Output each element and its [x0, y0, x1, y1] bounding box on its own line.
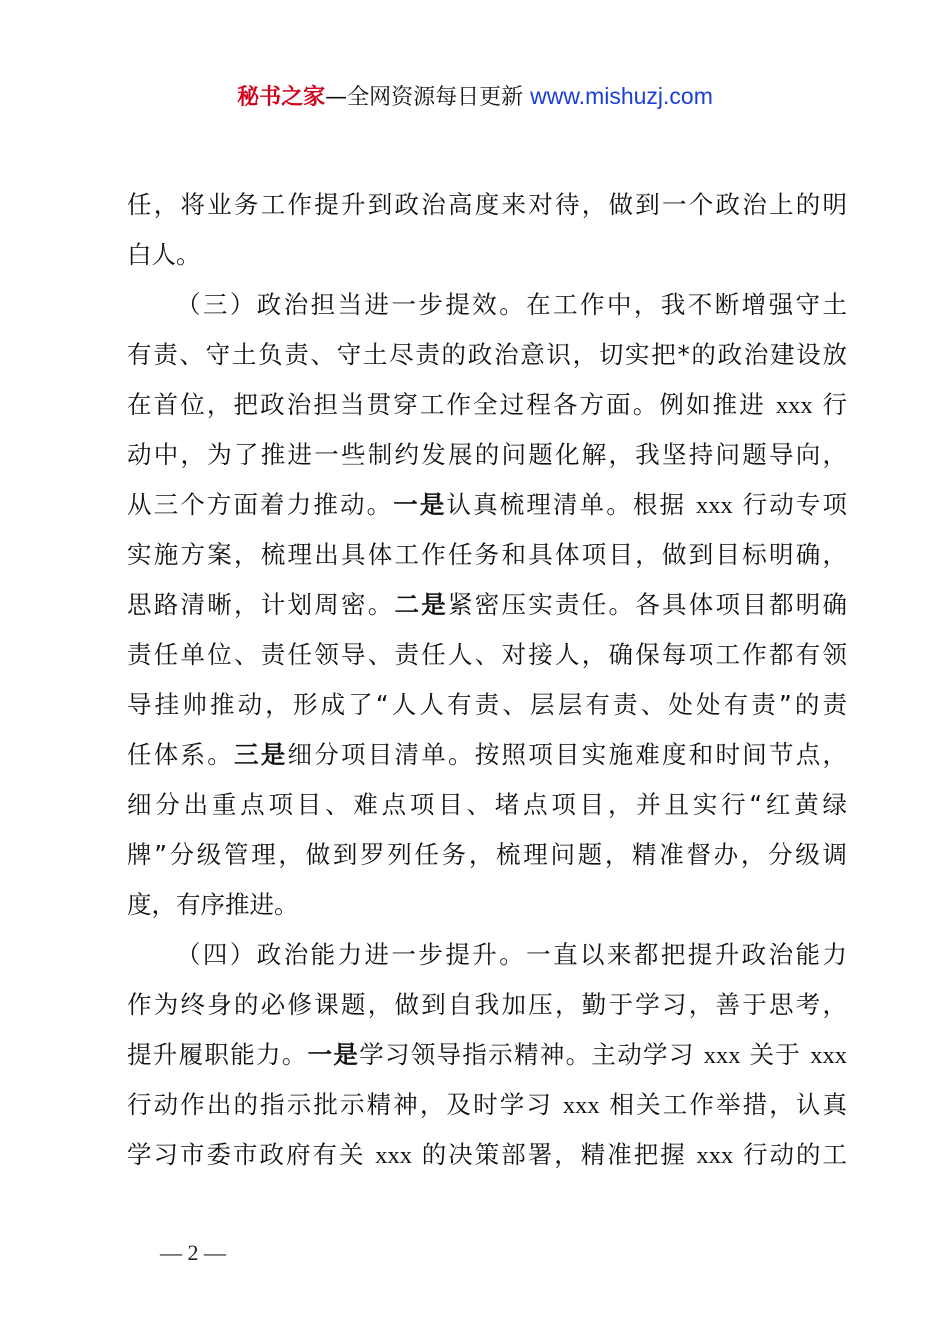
site-brand: 秘书之家 — [237, 85, 326, 110]
keyword-second: 二是 — [394, 590, 448, 619]
keyword-first: 一是 — [307, 1040, 360, 1069]
site-url-link[interactable]: www.mishuzj.com — [530, 83, 713, 109]
keyword-first: 一是 — [393, 490, 447, 519]
text-line: 有责、守土负责、守土尽责的政治意识，切实把*的政治建设放 — [127, 340, 847, 369]
document-body — [127, 180, 847, 1180]
text-line: 学习市委市政府有关 xxx 的决策部署，精准把握 xxx 行动的工 — [127, 1140, 847, 1169]
section-heading-line: （三）政治担当进一步提效。在工作中，我不断增强守土 — [176, 290, 847, 319]
keyword-third: 三是 — [234, 740, 288, 769]
text-line: 在首位，把政治担当贯穿工作全过程各方面。例如推进 xxx 行 — [127, 390, 847, 419]
text-line: 行动作出的指示批示精神，及时学习 xxx 相关工作举措，认真 — [127, 1090, 847, 1119]
text-line: 细分出重点项目、难点项目、堵点项目，并且实行“红黄绿 — [127, 790, 847, 819]
site-banner — [0, 80, 950, 114]
text-line: 实施方案，梳理出具体工作任务和具体项目，做到目标明确， — [127, 540, 847, 569]
text-line: 提升履职能力。一是学习领导指示精神。主动学习 xxx 关于 xxx — [127, 1040, 847, 1069]
page-number: — 2 — — [160, 1240, 226, 1265]
text-line: 度，有序推进。 — [127, 890, 299, 919]
text-line: 白人。 — [127, 240, 201, 269]
text-line: 牌”分级管理，做到罗列任务，梳理问题，精准督办，分级调 — [127, 840, 847, 869]
text-line: 从三个方面着力推动。一是认真梳理清单。根据 xxx 行动专项 — [127, 490, 847, 519]
text-line: 任体系。三是细分项目清单。按照项目实施难度和时间节点， — [127, 740, 847, 769]
site-tagline: —全网资源每日更新 — [325, 85, 524, 110]
section-heading-line: （四）政治能力进一步提升。一直以来都把提升政治能力 — [176, 940, 847, 969]
text-line: 作为终身的必修课题，做到自我加压，勤于学习，善于思考， — [127, 990, 847, 1019]
text-line: 任，将业务工作提升到政治高度来对待，做到一个政治上的明 — [127, 190, 847, 219]
text-line: 导挂帅推动，形成了“人人有责、层层有责、处处有责”的责 — [127, 690, 847, 719]
text-line: 责任单位、责任领导、责任人、对接人，确保每项工作都有领 — [127, 640, 847, 669]
text-line: 思路清晰，计划周密。二是紧密压实责任。各具体项目都明确 — [127, 590, 847, 619]
text-line: 动中，为了推进一些制约发展的问题化解，我坚持问题导向， — [127, 440, 847, 469]
